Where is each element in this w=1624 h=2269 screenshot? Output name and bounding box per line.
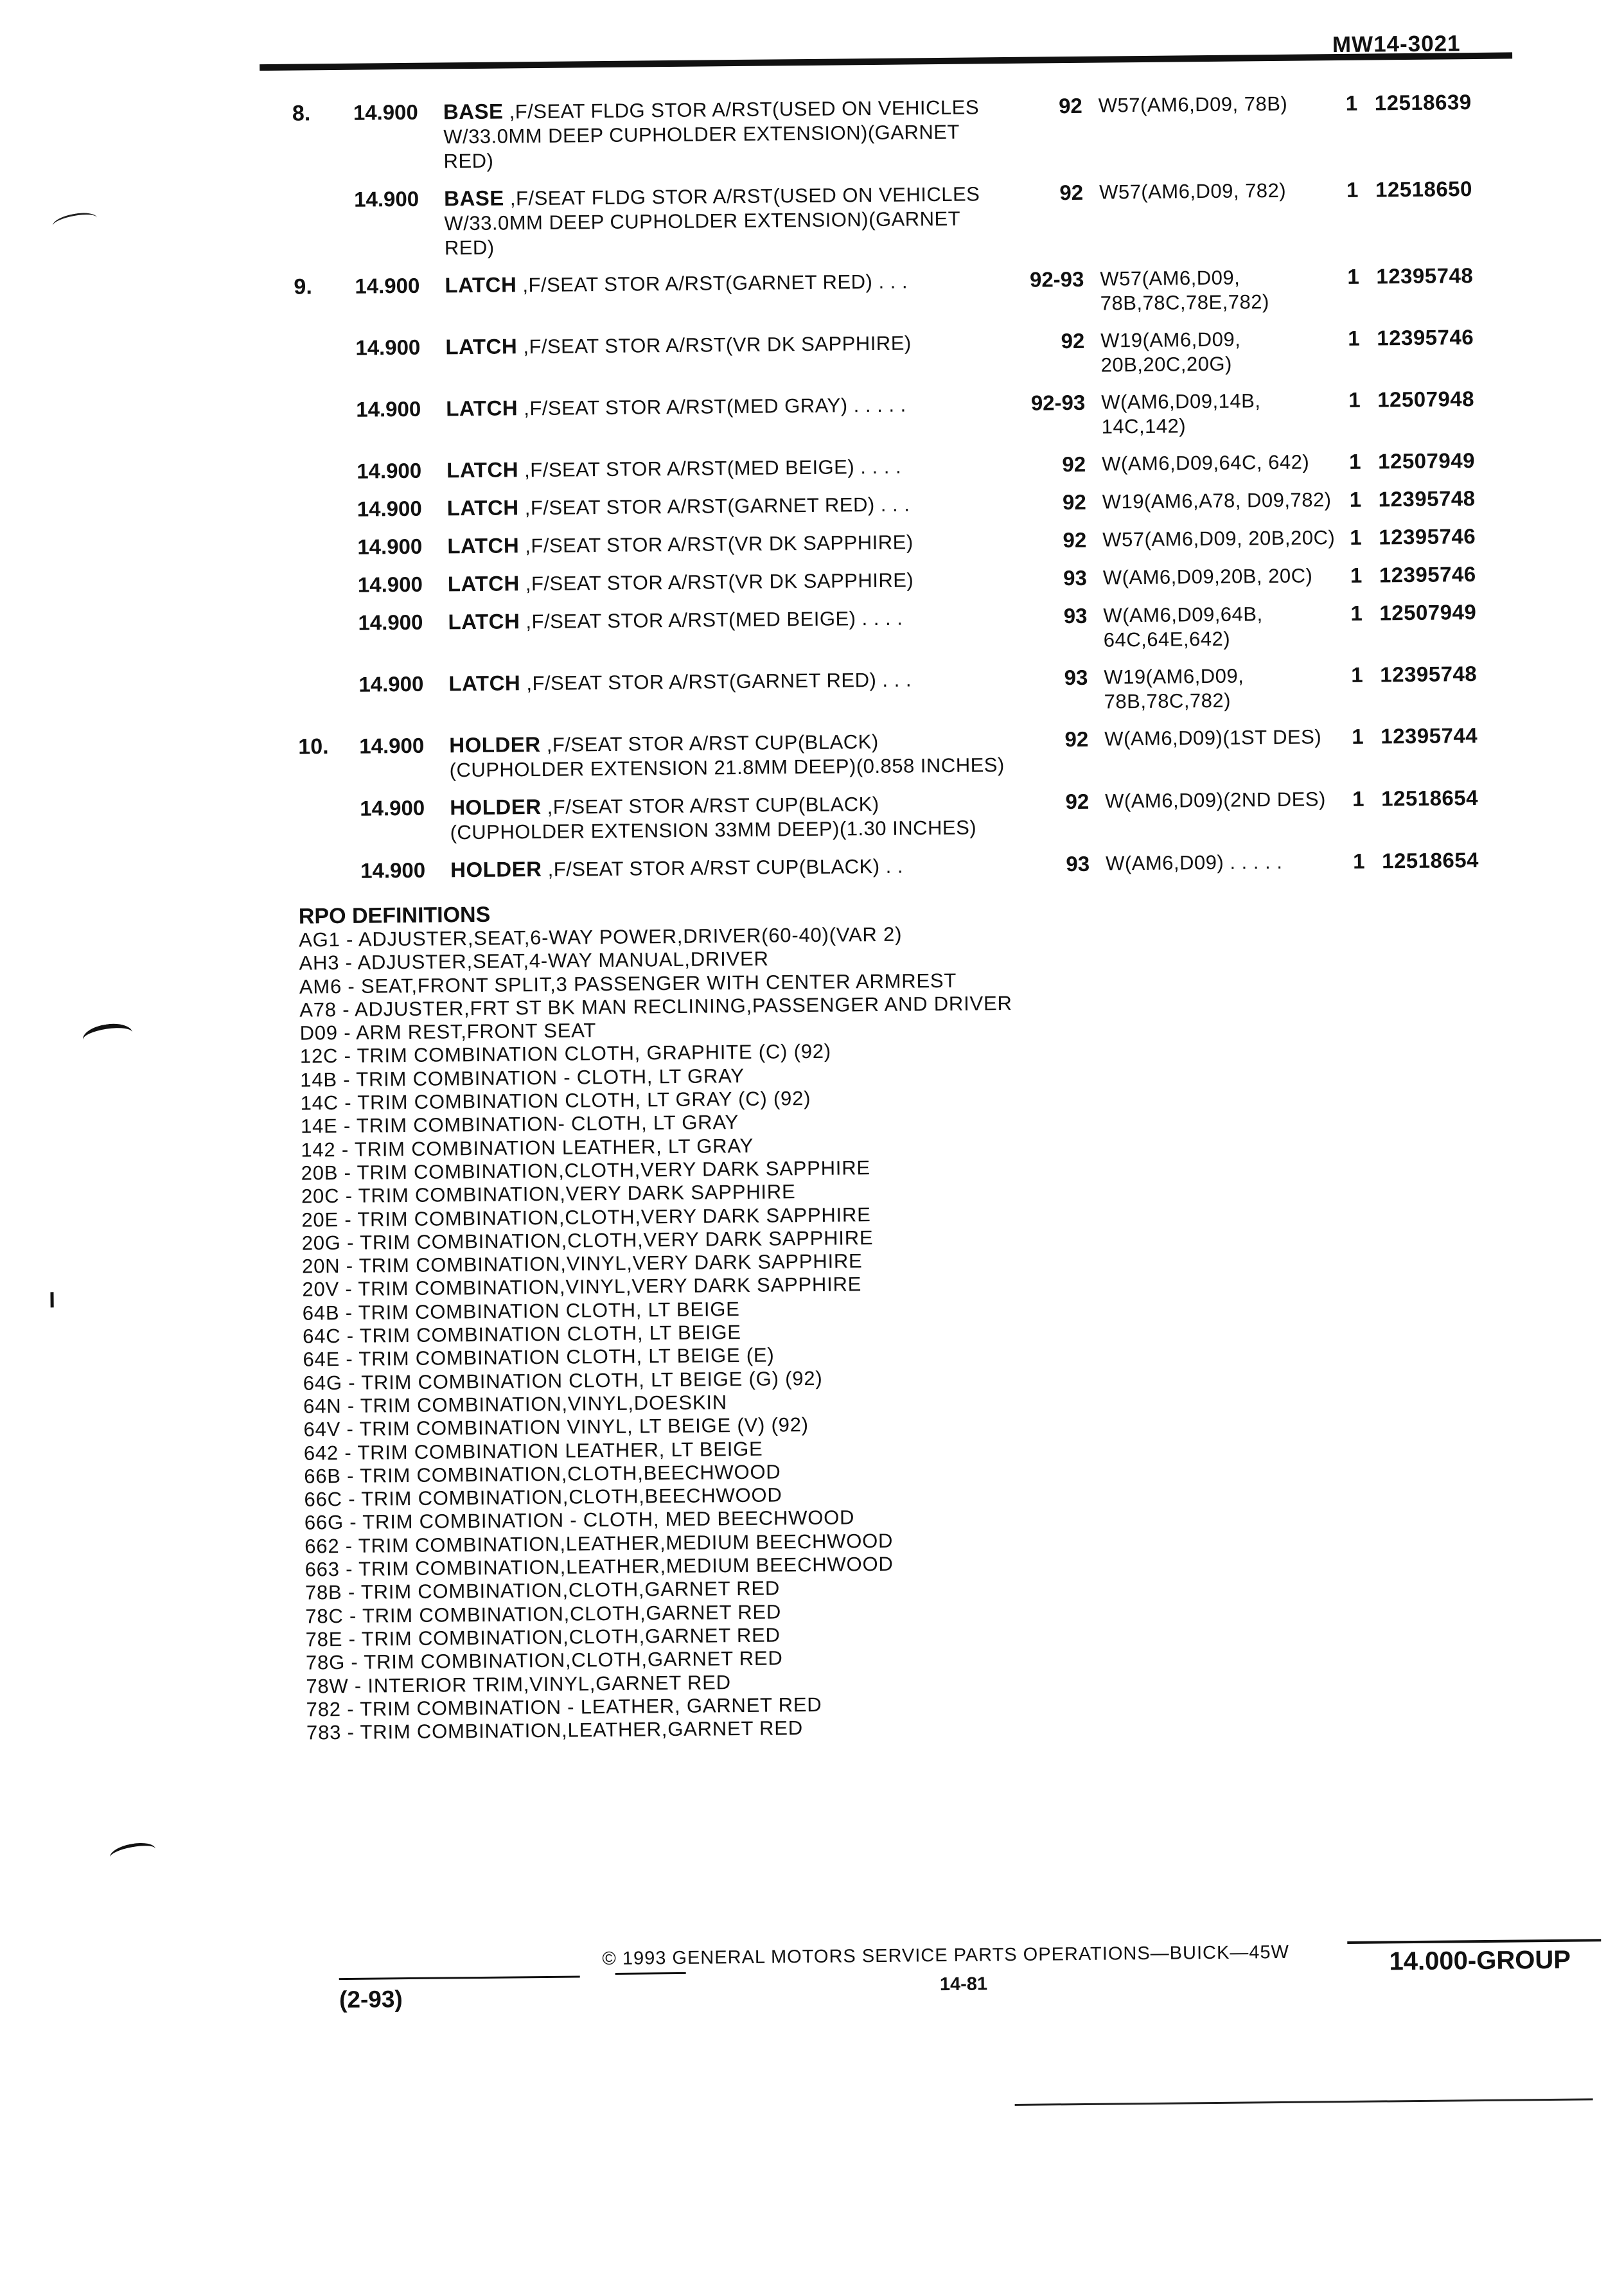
- rpo-definition: 64G - TRIM COMBINATION CLOTH, LT BEIGE (G) (92): [303, 1366, 823, 1395]
- part-description-text: ,F/SEAT STOR A/RST CUP(BLACK) . .: [542, 854, 904, 881]
- part-description: [445, 330, 1011, 360]
- header-code: MW14-3021: [1332, 31, 1461, 58]
- part-number: 12507949: [1379, 599, 1477, 625]
- model-year: 92: [1059, 180, 1084, 205]
- model-year: 92: [1064, 727, 1089, 752]
- item-number: 9.: [294, 274, 312, 299]
- part-description: [444, 181, 1010, 260]
- part-description-text: ,F/SEAT STOR A/RST(GARNET RED) . . .: [518, 493, 910, 520]
- bottom-rule: [1015, 2098, 1593, 2106]
- usage-codes: W19(AM6,A78, D09,782): [1102, 488, 1332, 513]
- rpo-definition: 14E - TRIM COMBINATION- CLOTH, LT GRAY: [300, 1111, 739, 1138]
- item-number: [296, 535, 357, 536]
- part-row: [297, 561, 1556, 599]
- quantity: 1: [1348, 326, 1360, 350]
- part-row: [298, 723, 1558, 784]
- model-year: 92: [1061, 328, 1085, 353]
- group-code: 14.900: [357, 496, 422, 521]
- item-number: [296, 497, 357, 498]
- rpo-definition: AG1 - ADJUSTER,SEAT,6-WAY POWER,DRIVER(60-40)(VAR 2): [299, 923, 903, 951]
- footer-page-number: 14-81: [939, 1973, 988, 1995]
- model-year: 92: [1062, 490, 1086, 515]
- part-noun: HOLDER: [449, 732, 541, 757]
- rpo-definitions-list: [299, 920, 1206, 1745]
- model-year: 93: [1063, 565, 1088, 590]
- quantity: 1: [1345, 91, 1358, 115]
- rpo-definition: 64C - TRIM COMBINATION CLOTH, LT BEIGE: [302, 1321, 741, 1348]
- model-year: 92: [1062, 452, 1086, 477]
- part-description: [443, 94, 1009, 173]
- part-number: 12518654: [1381, 785, 1479, 811]
- part-noun: LATCH: [446, 495, 519, 520]
- item-number: [294, 336, 355, 337]
- rpo-definition: 66C - TRIM COMBINATION,CLOTH,BEECHWOOD: [304, 1483, 782, 1511]
- margin-mark: [50, 1292, 53, 1307]
- part-description: [446, 453, 1012, 483]
- rpo-definition: 66B - TRIM COMBINATION,CLOTH,BEECHWOOD: [304, 1460, 781, 1488]
- usage-codes: W(AM6,D09,20B, 20C): [1102, 564, 1313, 589]
- model-year: 93: [1064, 665, 1088, 690]
- part-description: [449, 728, 1015, 782]
- part-number: 12395748: [1376, 263, 1474, 288]
- group-code: 14.900: [356, 396, 421, 421]
- usage-codes: W57(AM6,D09, 78B): [1098, 92, 1288, 117]
- item-number: [299, 859, 360, 860]
- rpo-definition: A78 - ADJUSTER,FRT ST BK MAN RECLINING,PASSENGER AND DRIVER: [299, 991, 1012, 1021]
- rpo-definition: 12C - TRIM COMBINATION CLOTH, GRAPHITE (C) (92): [299, 1040, 832, 1068]
- footer-copyright: © 1993 GENERAL MOTORS SERVICE PARTS OPERATIONS—BUICK—45W: [602, 1941, 1290, 1970]
- group-code: 14.900: [358, 671, 424, 696]
- part-description: [447, 529, 1012, 559]
- part-noun: LATCH: [445, 272, 517, 297]
- item-number: 8.: [292, 101, 311, 126]
- quantity: 1: [1350, 601, 1363, 625]
- part-row: [294, 263, 1553, 324]
- model-year: 92-93: [1029, 267, 1084, 292]
- footer-date: (2-93): [339, 1986, 403, 2013]
- part-noun: HOLDER: [450, 794, 542, 820]
- quantity: 1: [1352, 724, 1364, 748]
- group-code: 14.900: [357, 458, 422, 483]
- part-row: [292, 89, 1552, 175]
- item-number: 10.: [298, 734, 329, 759]
- part-description-text: ,F/SEAT STOR A/RST(VR DK SAPPHIRE): [519, 531, 914, 558]
- part-description-text: ,F/SEAT STOR A/RST(GARNET RED) . . .: [520, 668, 912, 695]
- rpo-definition: 142 - TRIM COMBINATION LEATHER, LT GRAY: [301, 1134, 754, 1161]
- model-year: 92: [1065, 789, 1090, 814]
- part-row: [295, 386, 1555, 447]
- part-number: 12518650: [1375, 177, 1473, 202]
- part-description-text: ,F/SEAT STOR A/RST(GARNET RED) . . .: [516, 270, 908, 297]
- usage-codes: W19(AM6,D09, 20B,20C,20G): [1100, 328, 1241, 376]
- rpo-definition: 66G - TRIM COMBINATION - CLOTH, MED BEECHWOOD: [304, 1506, 855, 1534]
- part-noun: LATCH: [446, 457, 519, 482]
- rpo-definition: 663 - TRIM COMBINATION,LEATHER,MEDIUM BEECHWOOD: [304, 1552, 894, 1581]
- part-row: [296, 448, 1555, 485]
- part-noun: LATCH: [446, 396, 518, 421]
- rpo-definition: 64E - TRIM COMBINATION CLOTH, LT BEIGE (E): [303, 1343, 775, 1371]
- quantity: 1: [1349, 487, 1362, 511]
- model-year: 92: [1063, 527, 1087, 552]
- rpo-definition: 64B - TRIM COMBINATION CLOTH, LT BEIGE: [302, 1297, 740, 1325]
- rpo-definition: 78B - TRIM COMBINATION,CLOTH,GARNET RED: [304, 1576, 781, 1604]
- part-row: [296, 486, 1555, 523]
- rpo-definition: 14C - TRIM COMBINATION CLOTH, LT GRAY (C) (92): [300, 1087, 811, 1115]
- part-description: [448, 567, 1013, 597]
- group-code: 14.900: [353, 100, 418, 125]
- part-description: [450, 790, 1016, 845]
- group-code: 14.900: [360, 858, 426, 883]
- footer-rule-right: [1347, 1939, 1601, 1944]
- group-code: 14.900: [355, 335, 421, 360]
- rpo-definition: 20G - TRIM COMBINATION,CLOTH,VERY DARK SAPPHIRE: [301, 1226, 874, 1255]
- rpo-definition: AH3 - ADJUSTER,SEAT,4-WAY MANUAL,DRIVER: [299, 947, 769, 975]
- part-row: [293, 176, 1553, 262]
- rpo-definition: 20N - TRIM COMBINATION,VINYL,VERY DARK SAPPHIRE: [301, 1249, 863, 1278]
- part-number: 12395746: [1379, 524, 1476, 549]
- part-description-text: ,F/SEAT STOR A/RST CUP(BLACK) (CUPHOLDER EXTENSION 33MM DEEP)(1.30 INCHES): [450, 792, 977, 844]
- part-number: 12395748: [1378, 486, 1476, 511]
- part-noun: LATCH: [445, 334, 518, 359]
- margin-mark: [81, 1021, 134, 1052]
- footer-rule-left: [339, 1975, 580, 1980]
- part-description: [447, 491, 1012, 521]
- rpo-definition: 20V - TRIM COMBINATION,VINYL,VERY DARK SAPPHIRE: [302, 1273, 862, 1302]
- part-number: 12395748: [1380, 661, 1478, 687]
- part-description-text: ,F/SEAT FLDG STOR A/RST(USED ON VEHICLES W/33.0MM DEEP CUPHOLDER EXTENSION)(GARNET RED): [443, 96, 980, 173]
- part-description-text: ,F/SEAT FLDG STOR A/RST(USED ON VEHICLES W/33.0MM DEEP CUPHOLDER EXTENSION)(GARNET RED): [444, 182, 980, 260]
- footer-group: 14.000-GROUP: [1389, 1945, 1571, 1976]
- usage-codes: W(AM6,D09,14B, 14C,142): [1101, 389, 1261, 438]
- part-description-text: ,F/SEAT STOR A/RST(VR DK SAPPHIRE): [517, 331, 912, 358]
- item-number: [297, 611, 358, 612]
- part-number: 12395746: [1377, 325, 1474, 350]
- rpo-definition: 78E - TRIM COMBINATION,CLOTH,GARNET RED: [305, 1623, 781, 1651]
- quantity: 1: [1346, 177, 1359, 202]
- part-number: 12395744: [1381, 723, 1478, 748]
- rpo-definition: 64V - TRIM COMBINATION VINYL, LT BEIGE (V) (92): [303, 1413, 809, 1441]
- footer-rule-mid: [615, 1972, 686, 1975]
- item-number: [296, 459, 357, 460]
- group-code: 14.900: [357, 534, 423, 559]
- quantity: 1: [1348, 449, 1361, 473]
- rpo-definition: 783 - TRIM COMBINATION,LEATHER,GARNET RED: [306, 1717, 804, 1744]
- rpo-definition: 662 - TRIM COMBINATION,LEATHER,MEDIUM BEECHWOOD: [304, 1529, 894, 1558]
- item-number: [297, 573, 358, 574]
- group-code: 14.900: [358, 610, 423, 635]
- part-row: [294, 324, 1554, 385]
- usage-codes: W19(AM6,D09, 78B,78C,782): [1104, 664, 1244, 713]
- rpo-definition: 20B - TRIM COMBINATION,CLOTH,VERY DARK SAPPHIRE: [301, 1156, 871, 1185]
- rpo-definition: 78W - INTERIOR TRIM,VINYL,GARNET RED: [306, 1670, 732, 1698]
- part-row: [297, 661, 1557, 722]
- usage-codes: W(AM6,D09,64C, 642): [1101, 450, 1310, 475]
- rpo-definition: 78C - TRIM COMBINATION,CLOTH,GARNET RED: [305, 1600, 782, 1628]
- part-description: [450, 852, 1016, 883]
- quantity: 1: [1350, 525, 1362, 549]
- rpo-heading: RPO DEFINITIONS: [298, 902, 491, 929]
- rpo-section: [299, 896, 1206, 1745]
- part-noun: LATCH: [447, 533, 520, 558]
- part-description: [448, 605, 1013, 635]
- rpo-definition: 78G - TRIM COMBINATION,CLOTH,GARNET RED: [305, 1647, 783, 1674]
- group-code: 14.900: [359, 733, 425, 758]
- part-description: [445, 268, 1010, 298]
- part-description: [446, 391, 1011, 421]
- rpo-definition: 642 - TRIM COMBINATION LEATHER, LT BEIGE: [303, 1437, 763, 1465]
- group-code: 14.900: [355, 273, 420, 298]
- part-row: [299, 847, 1558, 885]
- usage-codes: W(AM6,D09,64B, 64C,64E,642): [1103, 603, 1263, 651]
- rpo-definition: 782 - TRIM COMBINATION - LEATHER, GARNET RED: [306, 1693, 822, 1721]
- part-description-text: ,F/SEAT STOR A/RST(MED BEIGE) . . . .: [520, 606, 903, 633]
- model-year: 93: [1063, 603, 1088, 628]
- margin-mark: [109, 1840, 157, 1867]
- usage-codes: W(AM6,D09) . . . . .: [1105, 850, 1283, 875]
- usage-codes: W57(AM6,D09, 782): [1099, 179, 1287, 204]
- part-noun: BASE: [443, 186, 505, 211]
- part-description-text: ,F/SEAT STOR A/RST CUP(BLACK) (CUPHOLDER EXTENSION 21.8MM DEEP)(0.858 INCHES): [449, 730, 1005, 782]
- usage-codes: W57(AM6,D09, 78B,78C,78E,782): [1100, 266, 1269, 315]
- part-description-text: ,F/SEAT STOR A/RST(MED BEIGE) . . . .: [518, 455, 902, 482]
- quantity: 1: [1351, 662, 1363, 687]
- part-number: 12518654: [1381, 847, 1479, 873]
- part-noun: LATCH: [448, 609, 520, 634]
- model-year: 92-93: [1030, 390, 1086, 415]
- rpo-definition: 20C - TRIM COMBINATION,VERY DARK SAPPHIRE: [301, 1180, 796, 1208]
- part-number: 12395746: [1379, 562, 1476, 587]
- model-year: 93: [1066, 851, 1090, 876]
- model-year: 92: [1058, 93, 1082, 118]
- part-number: 12507948: [1377, 387, 1475, 412]
- quantity: 1: [1350, 563, 1363, 587]
- header-rule: [260, 52, 1512, 71]
- part-noun: LATCH: [447, 571, 520, 596]
- rpo-definition: D09 - ARM REST,FRONT SEAT: [299, 1019, 597, 1045]
- part-description: [448, 666, 1014, 696]
- part-description-text: ,F/SEAT STOR A/RST(VR DK SAPPHIRE): [519, 569, 914, 596]
- rpo-definition: 14B - TRIM COMBINATION - CLOTH, LT GRAY: [300, 1064, 745, 1091]
- part-row: [296, 524, 1555, 561]
- quantity: 1: [1348, 387, 1361, 412]
- margin-mark: [51, 210, 98, 234]
- group-code: 14.900: [360, 795, 425, 820]
- part-row: [299, 785, 1558, 847]
- quantity: 1: [1347, 264, 1359, 288]
- rpo-definition: 64N - TRIM COMBINATION,VINYL,DOESKIN: [303, 1391, 728, 1418]
- group-code: 14.900: [357, 572, 423, 597]
- usage-codes: W(AM6,D09)(1ST DES): [1104, 725, 1322, 750]
- part-noun: LATCH: [448, 671, 521, 696]
- part-number: 12507949: [1377, 448, 1476, 473]
- rpo-definition: AM6 - SEAT,FRONT SPLIT,3 PASSENGER WITH CENTER ARMREST: [299, 969, 957, 998]
- group-code: 14.900: [353, 186, 419, 211]
- parts-list: [292, 89, 1559, 897]
- part-row: [297, 599, 1557, 660]
- part-description-text: ,F/SEAT STOR A/RST(MED GRAY) . . . . .: [517, 393, 906, 420]
- part-noun: BASE: [443, 99, 504, 124]
- usage-codes: W57(AM6,D09, 20B,20C): [1102, 526, 1336, 551]
- quantity: 1: [1352, 849, 1365, 873]
- part-number: 12518639: [1374, 90, 1472, 115]
- part-noun: HOLDER: [450, 856, 542, 882]
- quantity: 1: [1352, 786, 1364, 811]
- usage-codes: W(AM6,D09)(2ND DES): [1105, 788, 1327, 813]
- rpo-definition: 20E - TRIM COMBINATION,CLOTH,VERY DARK SAPPHIRE: [301, 1203, 871, 1232]
